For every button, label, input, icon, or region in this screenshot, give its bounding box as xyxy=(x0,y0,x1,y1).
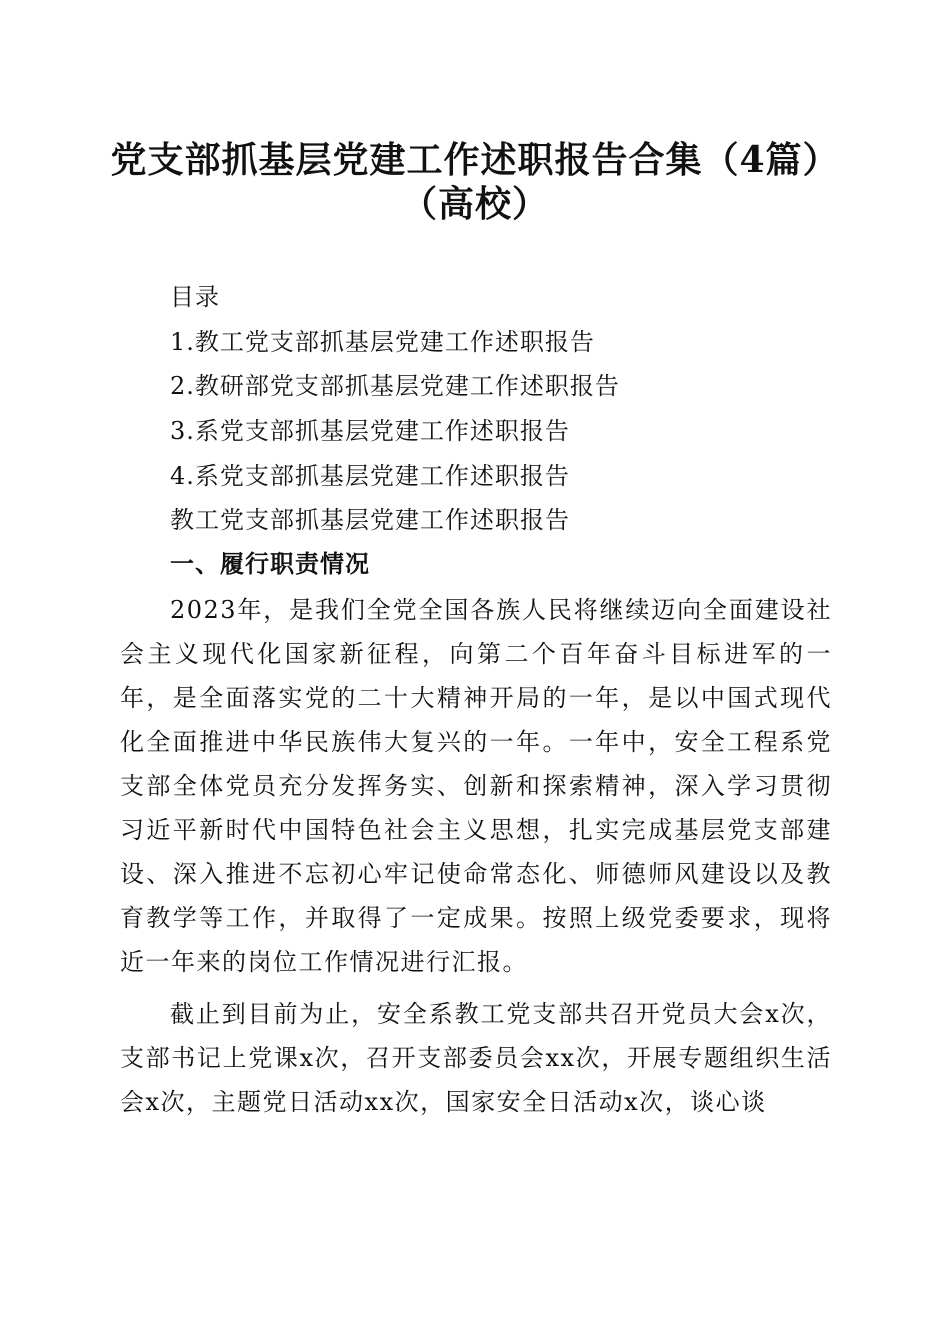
document-subtitle: （高校） xyxy=(400,183,549,225)
paragraph-text: 截止到目前为止，安全系教工党支部共召开党员大会x次，支部书记上党课x次，召开支部委员会xx次，开展专题组织生活会x次，主题党日活动xx次，国家安全日活动x次，谈心谈 xyxy=(120,1000,832,1116)
toc-item-4: 4.系党支部抓基层党建工作述职报告 xyxy=(170,462,570,490)
toc-item-1: 1.教工党支部抓基层党建工作述职报告 xyxy=(170,328,595,356)
toc-label: 目录 xyxy=(170,283,220,311)
paragraph-text: 2023年，是我们全党全国各族人民将继续迈向全面建设社会主义现代化国家新征程，向第二个百年奋斗目标进军的一年，是全面落实党的二十大精神开局的一年，是以中国式现代化全面推进中华民族伟大复兴的一年。一年中，安全工程系党支部全体党员充分发挥务实、创新和探索精神，深入学习贯彻习近平新时代中国特色社会主义思想，扎实完成基层党支部建设、深入推进不忘初心牢记使命常态化、师德师风建设以及教育教学等工作，并取得了一定成果。按照上级党委要求，现将近一年来的岗位工作情况进行汇报。 xyxy=(120,596,832,976)
document-title: 党支部抓基层党建工作述职报告合集（4篇） xyxy=(110,139,840,181)
section-heading: 一、履行职责情况 xyxy=(170,550,370,578)
toc-item-3: 3.系党支部抓基层党建工作述职报告 xyxy=(170,417,570,445)
article-title: 教工党支部抓基层党建工作述职报告 xyxy=(170,506,570,534)
body-paragraph-2 xyxy=(120,992,832,1124)
toc-item-2: 2.教研部党支部抓基层党建工作述职报告 xyxy=(170,372,620,400)
body-paragraph-1 xyxy=(120,588,832,984)
